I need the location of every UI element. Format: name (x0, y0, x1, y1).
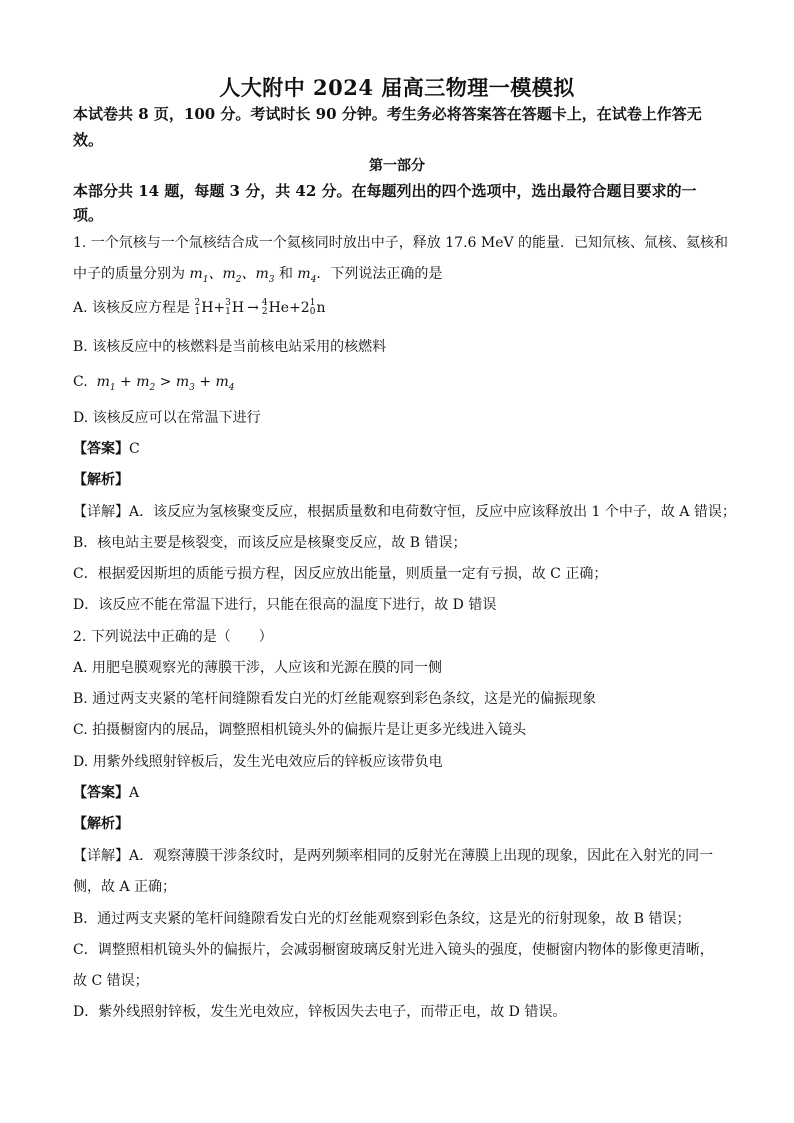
q1-option-d[interactable]: D. 该核反应可以在常温下进行 (73, 410, 261, 426)
q2-option-c[interactable]: C. 拍摄橱窗内的展品，调整照相机镜头外的偏振片是让更多光线进入镜头 (73, 722, 527, 738)
q2-detail-c-line-1: C．调整照相机镜头外的偏振片，会减弱橱窗玻璃反射光进入镜头的强度，使橱窗内物体的影像更清晰， (73, 942, 714, 958)
q1-option-a[interactable] (73, 299, 734, 317)
q1-detail-d: D．该反应不能在常温下进行，只能在很高的温度下进行，故 D 错误 (73, 597, 497, 613)
q2-answer (73, 784, 734, 802)
q1-detail-c: C．根据爱因斯坦的质能亏损方程，因反应放出能量，则质量一定有亏损，故 C 正确； (73, 566, 608, 582)
q2-detail-b: B．通过两支夹紧的笔杆间缝隙看发白光的灯丝能观察到彩色条纹，这是光的衍射现象，故 B 错误； (73, 911, 691, 927)
q1-stem-line-2-post: ．下列说法正确的是 (316, 266, 443, 282)
q1-option-c-prefix: C. (73, 374, 88, 390)
q1-option-a-prefix: A. 该核反应方程是 (73, 300, 191, 316)
section-desc-line-1: 本部分共 14 题，每题 3 分，共 42 分。在每题列出的四个选项中，选出最符合题目要求的一 (73, 182, 697, 200)
q1-answer-label: 【答案】 (73, 441, 129, 457)
q1-option-c[interactable] (73, 373, 734, 397)
q1-answer-value: C (129, 441, 140, 457)
q1-reaction-equation: 2 1 H+ 3 1 H → 4 2 He+2 1 0 n (194, 298, 326, 317)
q2-detail-c-line-2: 故 C 错误； (73, 973, 149, 989)
intro-line-2: 效。 (73, 131, 104, 149)
q1-stem-line-2-pre: 中子的质量分别为 (73, 266, 185, 282)
q1-stem-line-1: 1. 一个氘核与一个氚核结合成一个氦核同时放出中子，释放 17.6 MeV 的能量．已知氘核、氚核、氦核和 (73, 235, 729, 251)
q2-answer-label: 【答案】 (73, 785, 129, 801)
q1-detail-a: 【详解】A．该反应为氢核聚变反应，根据质量数和电荷数守恒，反应中应该释放出 1 个中子，故 A 错误； (73, 504, 736, 520)
q1-masses: $m_1$、$m_2$、$m_3$ 和 $m_4$ (189, 266, 317, 285)
q1-detail-b: B．核电站主要是核裂变，而该反应是核聚变反应，故 B 错误； (73, 535, 467, 551)
q2-detail-a-line-2: 侧，故 A 正确； (73, 879, 177, 895)
q2-detail-d: D．紫外线照射锌板，发生光电效应，锌板因失去电子，而带正电，故 D 错误。 (73, 1004, 567, 1020)
page-title: 人大附中 2024 届高三物理一模模拟 (219, 75, 575, 100)
q2-detail-a-line-1: 【详解】A．观察薄膜干涉条纹时，是两列频率相同的反射光在薄膜上出现的现象，因此在入射光的同一 (73, 848, 714, 864)
q2-answer-value: A (129, 785, 140, 801)
q1-option-b[interactable]: B. 该核反应中的核燃料是当前核电站采用的核燃料 (73, 339, 387, 355)
section-desc-line-2: 项。 (73, 206, 104, 224)
intro-line-1: 本试卷共 8 页，100 分。考试时长 90 分钟。考生务必将答案答在答题卡上，在试卷上作答无 (73, 105, 702, 123)
q2-option-b[interactable]: B. 通过两支夹紧的笔杆间缝隙看发白光的灯丝能观察到彩色条纹，这是光的偏振现象 (73, 691, 597, 707)
section-heading: 第一部分 (369, 158, 425, 174)
q1-stem-line-2 (73, 265, 734, 289)
q1-option-c-inequality: $m_1 + m_2 > m_3 + m_4$ (92, 374, 235, 393)
q2-option-a[interactable]: A. 用肥皂膜观察光的薄膜干涉，人应该和光源在膜的同一侧 (73, 660, 443, 676)
q1-analysis-label: 【解析】 (73, 472, 129, 488)
q2-stem: 2. 下列说法中正确的是（ ） (73, 629, 273, 645)
q2-option-d[interactable]: D. 用紫外线照射锌板后，发生光电效应后的锌板应该带负电 (73, 754, 443, 770)
q2-analysis-label: 【解析】 (73, 816, 129, 832)
q1-answer (73, 440, 734, 458)
